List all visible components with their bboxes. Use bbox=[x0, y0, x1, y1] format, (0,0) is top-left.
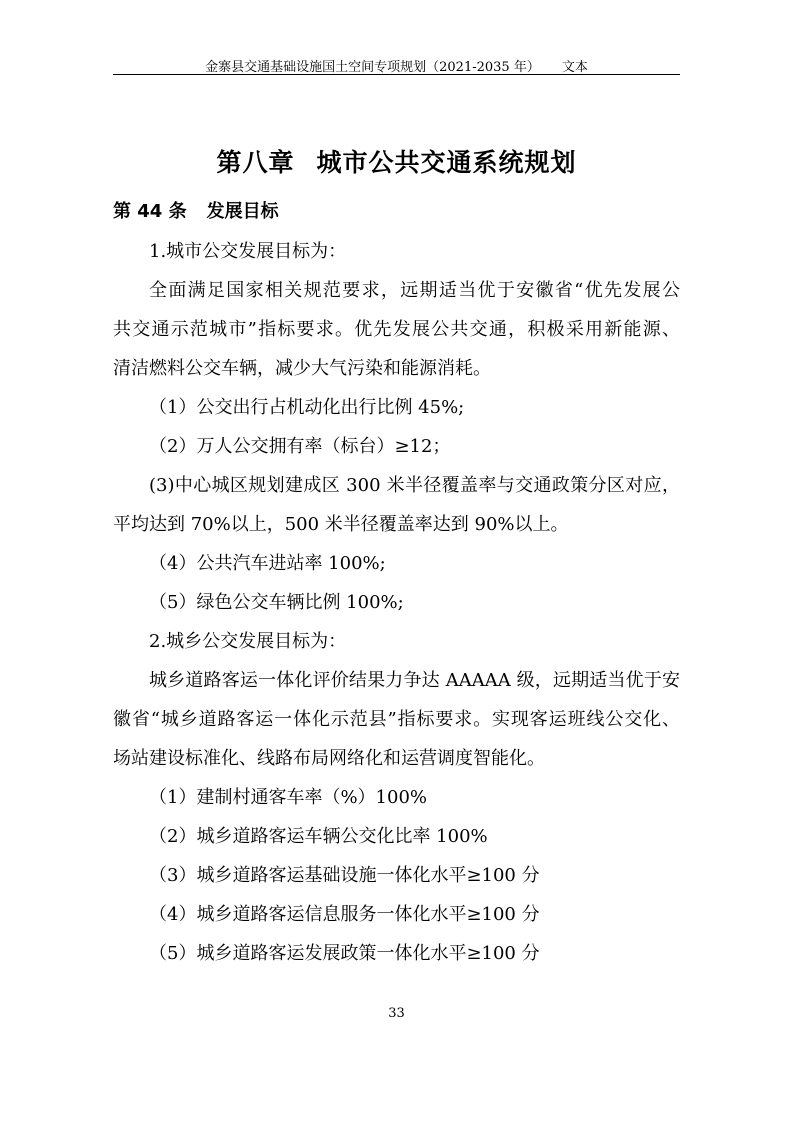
list-item: （1）建制村通客车率（%）100% bbox=[149, 787, 428, 808]
list-item: （1）公交出行占机动化出行比例 45%; bbox=[149, 397, 465, 418]
list-item: （2）万人公交拥有率（标台）≥12； bbox=[149, 436, 451, 457]
header-document-title: 金寨县交通基础设施国土空间专项规划（2021-2035 年） bbox=[205, 60, 540, 75]
article-title: 发展目标 bbox=[206, 201, 279, 222]
list-item-continuation: 平均达到 70%以上，500 米半径覆盖率达到 90%以上。 bbox=[113, 514, 569, 535]
chapter-name: 城市公共交通系统规划 bbox=[316, 148, 577, 177]
paragraph-line: 清洁燃料公交车辆，减少大气污染和能源消耗。 bbox=[113, 358, 491, 379]
list-item: （4）公共汽车进站率 100%; bbox=[149, 553, 386, 574]
paragraph-line: 场站建设标准化、线路布局网络化和运营调度智能化。 bbox=[113, 748, 545, 769]
section-heading-urban: 1.城市公交发展目标为： bbox=[149, 241, 347, 262]
section-heading-rural: 2.城乡公交发展目标为： bbox=[149, 631, 347, 652]
article-heading bbox=[113, 197, 279, 223]
list-item: （5）绿色公交车辆比例 100%; bbox=[149, 592, 404, 613]
list-item: （5）城乡道路客运发展政策一体化水平≥100 分 bbox=[149, 943, 540, 964]
page-number: 33 bbox=[388, 1006, 405, 1021]
list-item: （3）城乡道路客运基础设施一体化水平≥100 分 bbox=[149, 865, 540, 886]
paragraph-line: 城乡道路客运一体化评价结果力争达 AAAAA 级，远期适当优于安 bbox=[149, 670, 680, 691]
list-item: （2）城乡道路客运车辆公交化比率 100% bbox=[149, 826, 488, 847]
paragraph-line: 徽省“城乡道路客运一体化示范县”指标要求。实现客运班线公交化、 bbox=[113, 709, 680, 730]
chapter-number: 第八章 bbox=[216, 148, 295, 177]
list-item: (3)中心城区规划建成区 300 米半径覆盖率与交通政策分区对应， bbox=[149, 475, 680, 496]
paragraph-line: 全面满足国家相关规范要求，远期适当优于安徽省“优先发展公 bbox=[149, 280, 680, 301]
list-item: （4）城乡道路客运信息服务一体化水平≥100 分 bbox=[149, 904, 540, 925]
chapter-title bbox=[0, 143, 793, 179]
paragraph-line: 共交通示范城市”指标要求。优先发展公共交通，积极采用新能源、 bbox=[113, 319, 680, 340]
page-header bbox=[113, 56, 680, 74]
article-number: 第 44 条 bbox=[113, 201, 187, 222]
header-document-type: 文本 bbox=[561, 60, 588, 75]
header-rule bbox=[113, 74, 680, 75]
